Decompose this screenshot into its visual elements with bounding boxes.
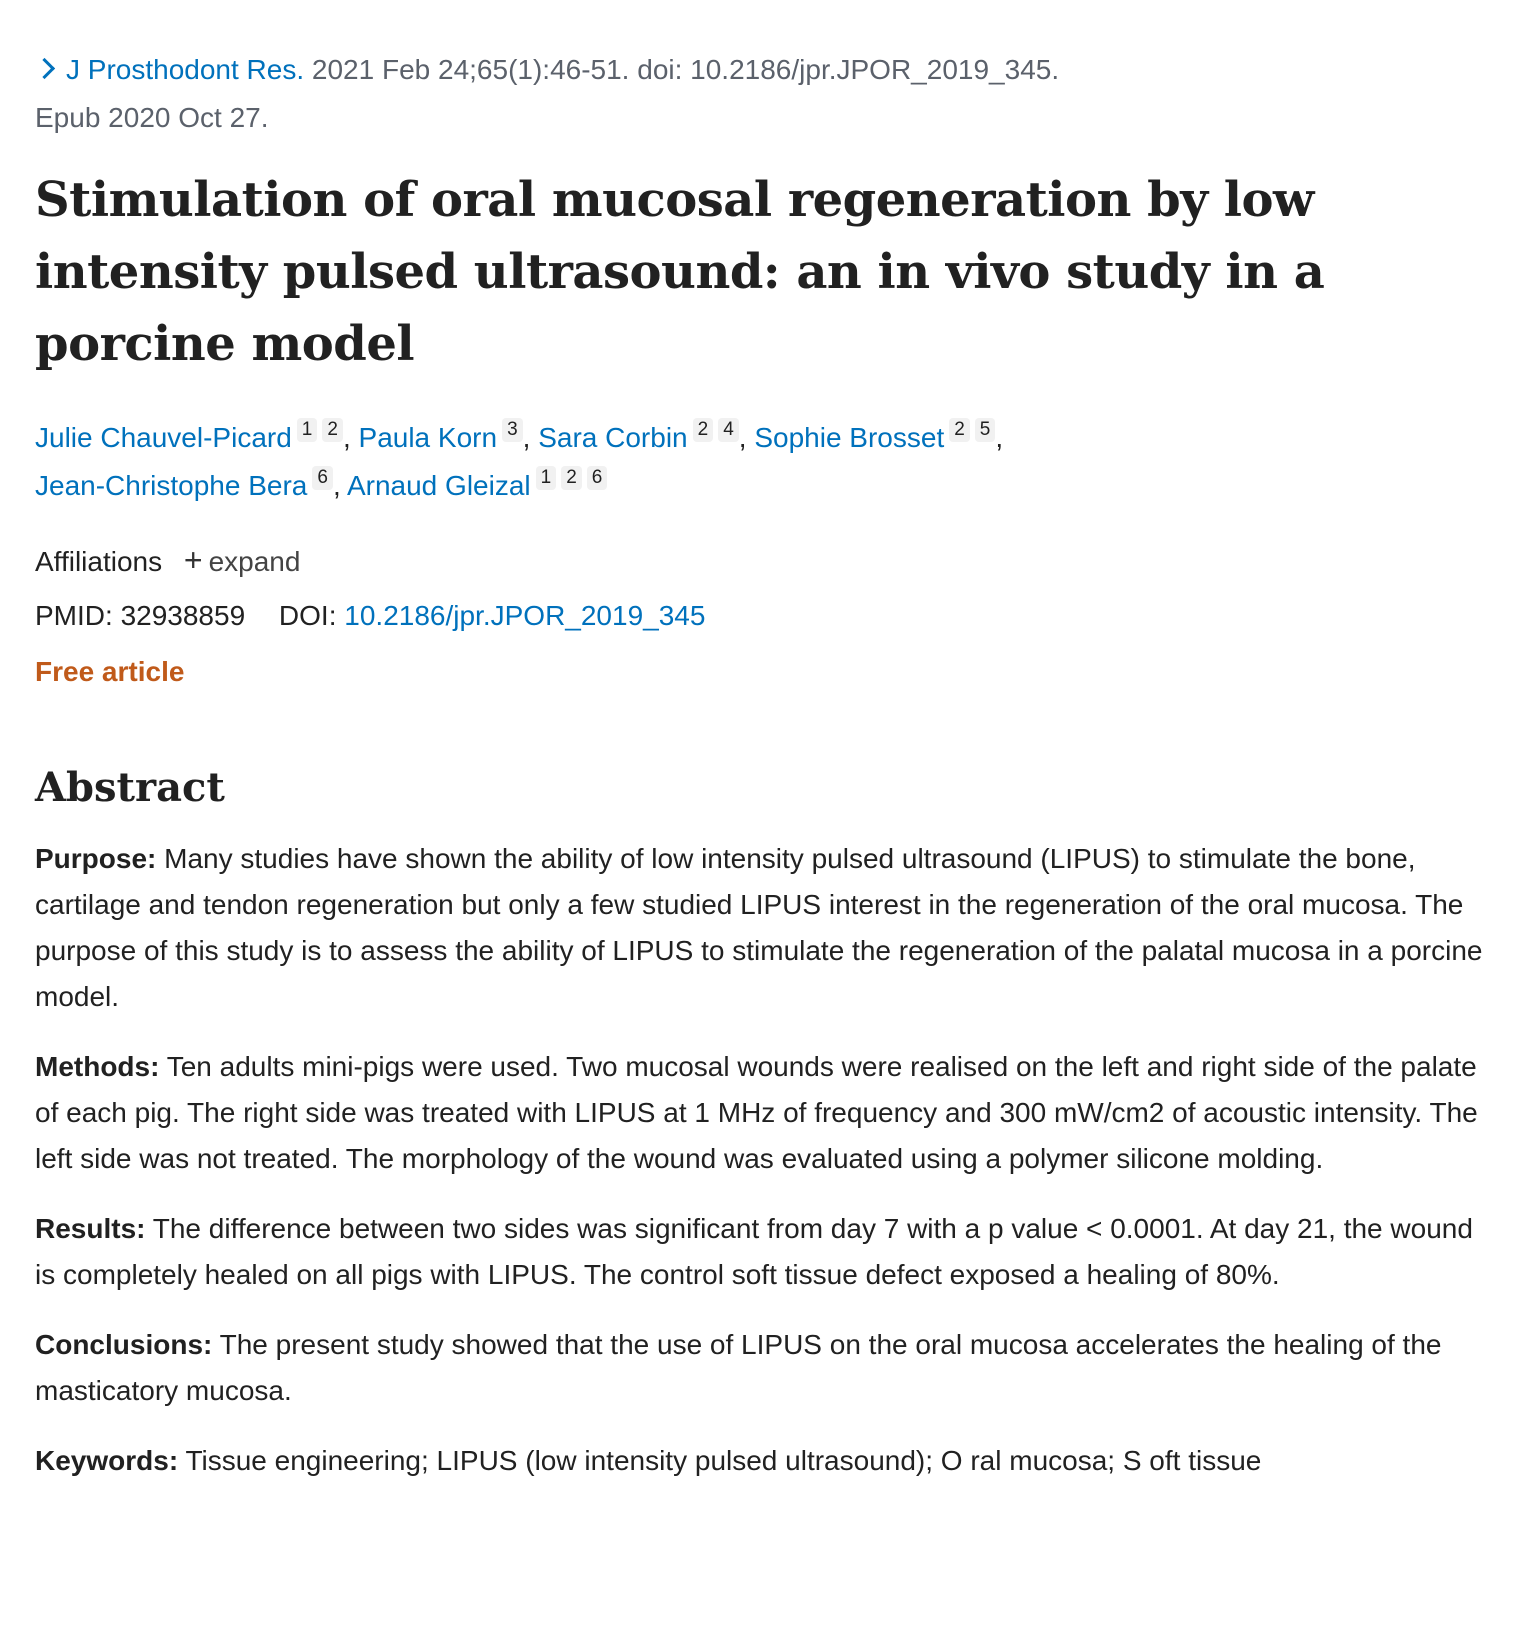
section-label: Methods: [35,1051,160,1082]
abstract-conclusions [35,1322,1485,1414]
section-text: Many studies have shown the ability of low intensity pulsed ultrasound (LIPUS) to stimulate the bone, cartilage and tendon regeneration but only a few studied LIPUS interest in the regeneration of the oral mucosa. The purpose of this study is to assess the ability of LIPUS to stimulate the regeneration of the palatal mucosa in a porcine model. [35,843,1483,1012]
chevron-right-icon [34,58,55,79]
section-text: The present study showed that the use of LIPUS on the oral mucosa accelerates the healing of the masticatory mucosa. [35,1329,1442,1406]
doi-label: DOI: [278,600,337,631]
abstract-methods [35,1044,1485,1182]
section-text: Tissue engineering; LIPUS (low intensity pulsed ultrasound); O ral mucosa; S oft tissue [185,1445,1262,1476]
article-title: Stimulation of oral mucosal regeneration by low intensity pulsed ultrasound: an in vivo study in a porcine model [35,172,1325,372]
affiliation-ref[interactable]: 2 [561,466,582,490]
author-link[interactable]: Jean-Christophe Bera [35,470,308,501]
section-label: Keywords: [35,1445,179,1476]
author-link[interactable]: Sara Corbin [538,422,688,453]
doi-link[interactable]: 10.2186/jpr.JPOR_2019_345 [344,600,706,631]
section-label: Purpose: [35,843,157,874]
affiliation-ref[interactable]: 6 [587,466,608,490]
article-page [35,46,1485,1508]
affiliation-ref[interactable]: 2 [949,418,970,442]
abstract-heading: Abstract [35,764,225,811]
affiliations-row [35,536,1485,586]
author-link[interactable]: Paula Korn [358,422,498,453]
journal-link[interactable] [35,54,304,85]
affiliation-ref[interactable]: 1 [536,466,557,490]
expand-affiliations-button[interactable] [183,542,301,578]
pmid-label: PMID: [35,600,113,631]
citation-details: 2021 Feb 24;65(1):46-51. doi: 10.2186/jpr.JPOR_2019_345. [311,54,1060,85]
abstract-body [35,836,1485,1484]
affiliation-ref[interactable]: 2 [322,418,343,442]
authors-list: Julie Chauvel-Picard $^1$ $^2$ , Paula Korn $^3$ , Sara Corbin $^2$ $^4$ , Sophie Brosset $^2$ $^5$ , Jean-Christophe Bera $^6$ , Arnaud Gleizal $^1$ $^2$ $^6$ [35,419,1004,501]
citation [35,46,1485,142]
plus-icon: + [183,542,203,578]
author-link[interactable]: Julie Chauvel-Picard [35,422,292,453]
pmid-value: 32938859 [120,600,246,631]
author-link[interactable]: Sophie Brosset [754,422,945,453]
affiliation-ref[interactable]: 6 [312,466,333,490]
section-text: Ten adults mini-pigs were used. Two mucosal wounds were realised on the left and right side of the palate of each pig. The right side was treated with LIPUS at 1 MHz of frequency and 300 mW/cm2 of acoustic intensity. The left side was not treated. The morphology of the wound was evaluated using a polymer silicone molding. [35,1051,1478,1174]
affiliation-ref[interactable]: 5 [975,418,996,442]
affiliation-ref[interactable]: 4 [718,418,739,442]
section-label: Conclusions: [35,1329,213,1360]
author-link[interactable]: Arnaud Gleizal [346,470,531,501]
free-article-badge: Free article [35,656,185,687]
epub-date: Epub 2020 Oct 27. [35,102,269,133]
section-text: The difference between two sides was significant from day 7 with a p value < 0.0001. At day 21, the wound is completely healed on all pigs with LIPUS. The control soft tissue defect exposed a healing of 80%. [35,1213,1473,1290]
abstract-results [35,1206,1485,1298]
identifiers [35,592,1485,640]
abstract-keywords [35,1438,1485,1484]
abstract-purpose [35,836,1485,1020]
journal-name[interactable]: J Prosthodont Res. [66,54,305,85]
affiliation-ref[interactable]: 2 [693,418,714,442]
affiliation-ref[interactable]: 3 [502,418,523,442]
affiliation-ref[interactable]: 1 [297,418,318,442]
section-label: Results: [35,1213,146,1244]
affiliations-label: Affiliations [35,546,163,577]
expand-label: expand [208,546,301,577]
